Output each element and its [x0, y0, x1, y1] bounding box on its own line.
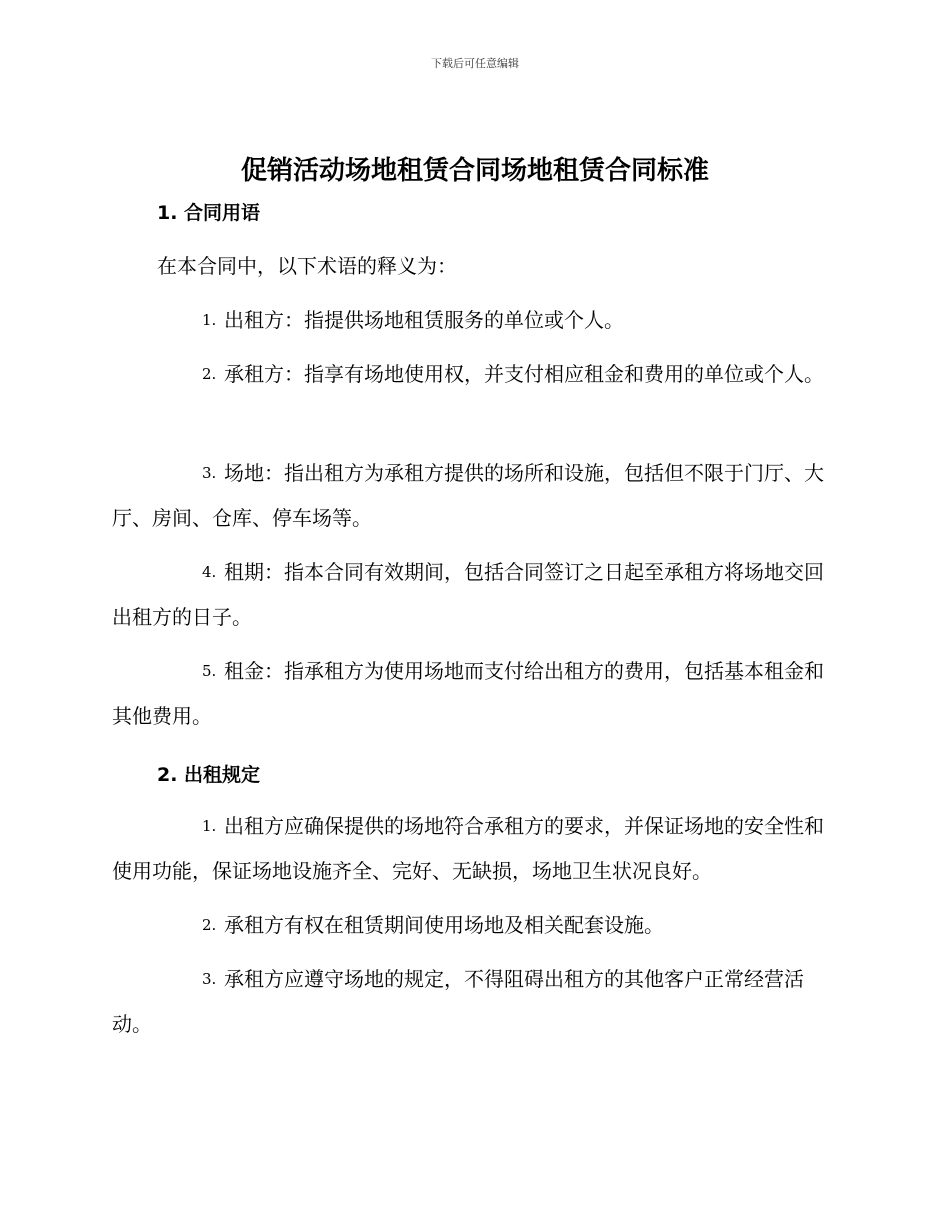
list-item-text: 租期：指本合同有效期间，包括合同签订之日起至承租方将场地交回出租方的日子。	[112, 560, 824, 629]
list-item-number: 5.	[202, 662, 217, 680]
list-item-text: 出租方应确保提供的场地符合承租方的要求，并保证场地的安全性和使用功能，保证场地设施齐全、完好、无缺损，场地卫生状况良好。	[112, 814, 824, 883]
list-item-text: 租金：指承租方为使用场地而支付给出租方的费用，包括基本租金和其他费用。	[112, 659, 824, 728]
section-1-intro: 在本合同中，以下术语的释义为：	[157, 254, 457, 278]
list-item-text: 承租方应遵守场地的规定，不得阻碍出租方的其他客户正常经营活动。	[112, 967, 804, 1036]
list-item	[112, 451, 834, 541]
list-item-text: 出租方：指提供场地租赁服务的单位或个人。	[224, 308, 624, 332]
list-item	[112, 649, 834, 739]
list-item-number: 1.	[202, 817, 217, 835]
list-item-number: 3.	[202, 970, 217, 988]
list-item	[112, 352, 834, 397]
list-item-number: 2.	[202, 365, 217, 383]
list-item-number: 2.	[202, 916, 217, 934]
list-item-number: 1.	[202, 311, 217, 329]
list-item-number: 3.	[202, 464, 217, 482]
section-heading-1: 1. 合同用语	[157, 202, 261, 224]
list-item-text: 承租方有权在租赁期间使用场地及相关配套设施。	[224, 913, 664, 937]
list-item-text: 承租方：指享有场地使用权，并支付相应租金和费用的单位或个人。	[224, 362, 824, 386]
list-item	[112, 903, 834, 948]
header-note: 下载后可任意编辑	[431, 57, 519, 70]
list-item	[112, 957, 834, 1047]
document-title: 促销活动场地租赁合同场地租赁合同标准	[240, 156, 709, 186]
list-item	[112, 298, 834, 343]
list-item-number: 4.	[202, 563, 217, 581]
list-item-text: 场地：指出租方为承租方提供的场所和设施，包括但不限于门厅、大厅、房间、仓库、停车场等。	[112, 461, 824, 530]
list-item	[112, 804, 834, 894]
section-heading-2: 2. 出租规定	[157, 764, 261, 786]
list-item	[112, 550, 834, 640]
